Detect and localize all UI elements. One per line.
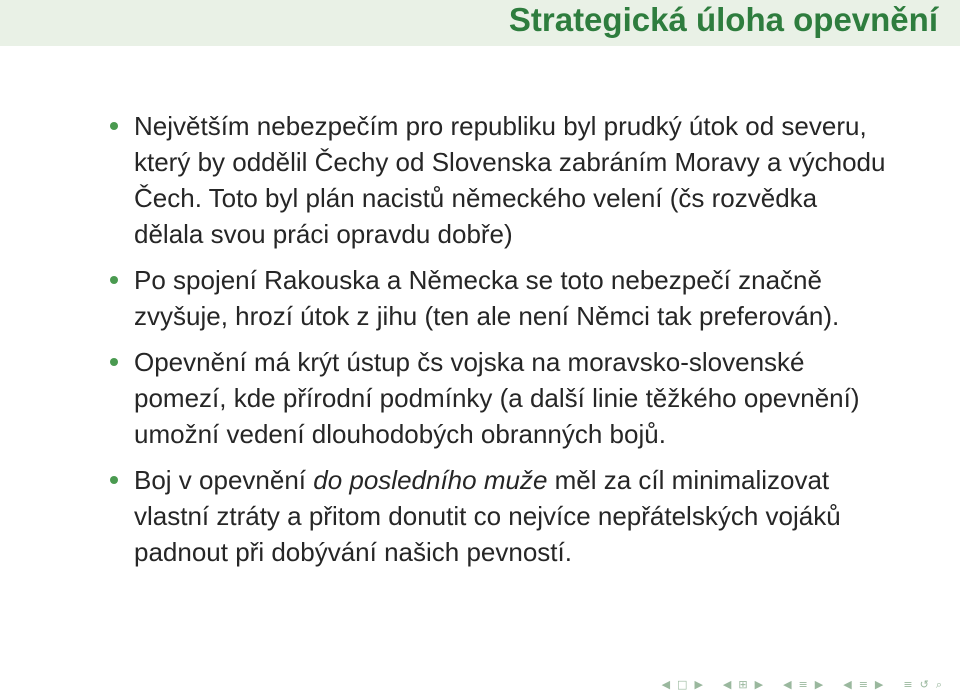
bullet-list — [108, 108, 888, 580]
nav-back-icon[interactable]: ↺ — [919, 678, 929, 691]
bullet-dot-icon — [110, 476, 118, 484]
bullet-dot-icon — [110, 122, 118, 130]
bullet-item — [108, 344, 888, 452]
nav-last-icon[interactable]: ▶ — [694, 678, 703, 691]
nav-subsection-prev-icon[interactable]: ◀ — [722, 678, 732, 691]
bullet-item — [108, 108, 888, 252]
nav-document-prev-icon[interactable]: ◀ — [843, 678, 852, 691]
bullet-item — [108, 262, 888, 334]
nav-frame-icon[interactable]: □ — [677, 678, 688, 691]
bullet-text: Po spojení Rakouska a Německa se toto nebezpečí značně zvyšuje, hrozí útok z jihu (ten ale není Němci tak preferován). — [134, 265, 840, 331]
nav-section-prev-icon[interactable]: ◀ — [783, 678, 792, 691]
bullet-item — [108, 462, 888, 570]
bullet-text: Největším nebezpečím pro republiku byl prudký útok od severu, který by oddělil Čechy od Slovenska zabráním Moravy a východu Čech. Toto byl plán nacistů německého velení (čs rozvědka dělala svou práci opravdu dobře) — [134, 111, 886, 249]
beamer-navigation — [662, 677, 942, 693]
bullet-dot-icon — [110, 358, 118, 366]
bullet-text-italic: do posledního muže — [313, 465, 548, 495]
nav-section-icon[interactable]: ≡ — [798, 678, 808, 691]
nav-document-next-icon[interactable]: ▶ — [874, 678, 884, 691]
nav-zoom-icon[interactable]: ⌕ — [935, 678, 942, 691]
bullet-text: Opevnění má krýt ústup čs vojska na moravsko-slovenské pomezí, kde přírodní podmínky (a další linie těžkého opevnění) umožní vedení dlouhodobých obranných bojů. — [134, 347, 860, 449]
nav-document-icon[interactable]: ≡ — [858, 678, 868, 691]
nav-subsection-icon[interactable]: ⊞ — [738, 678, 748, 691]
bullet-text-after: měl za cíl minimalizovat vlastní ztráty a přitom donutit co nejvíce nepřátelských vojáků padnout při dobývání našich pevností. — [134, 465, 841, 567]
slide-title: Strategická úloha opevnění — [508, 1, 938, 38]
nav-subsection-next-icon[interactable]: ▶ — [754, 678, 764, 691]
nav-section-next-icon[interactable]: ▶ — [814, 678, 824, 691]
header-bar — [0, 0, 960, 46]
nav-toc-icon[interactable]: ≡ — [903, 678, 913, 691]
bullet-dot-icon — [110, 276, 118, 284]
bullet-text-before: Boj v opevnění — [134, 465, 314, 495]
nav-first-icon[interactable]: ◀ — [661, 678, 671, 691]
